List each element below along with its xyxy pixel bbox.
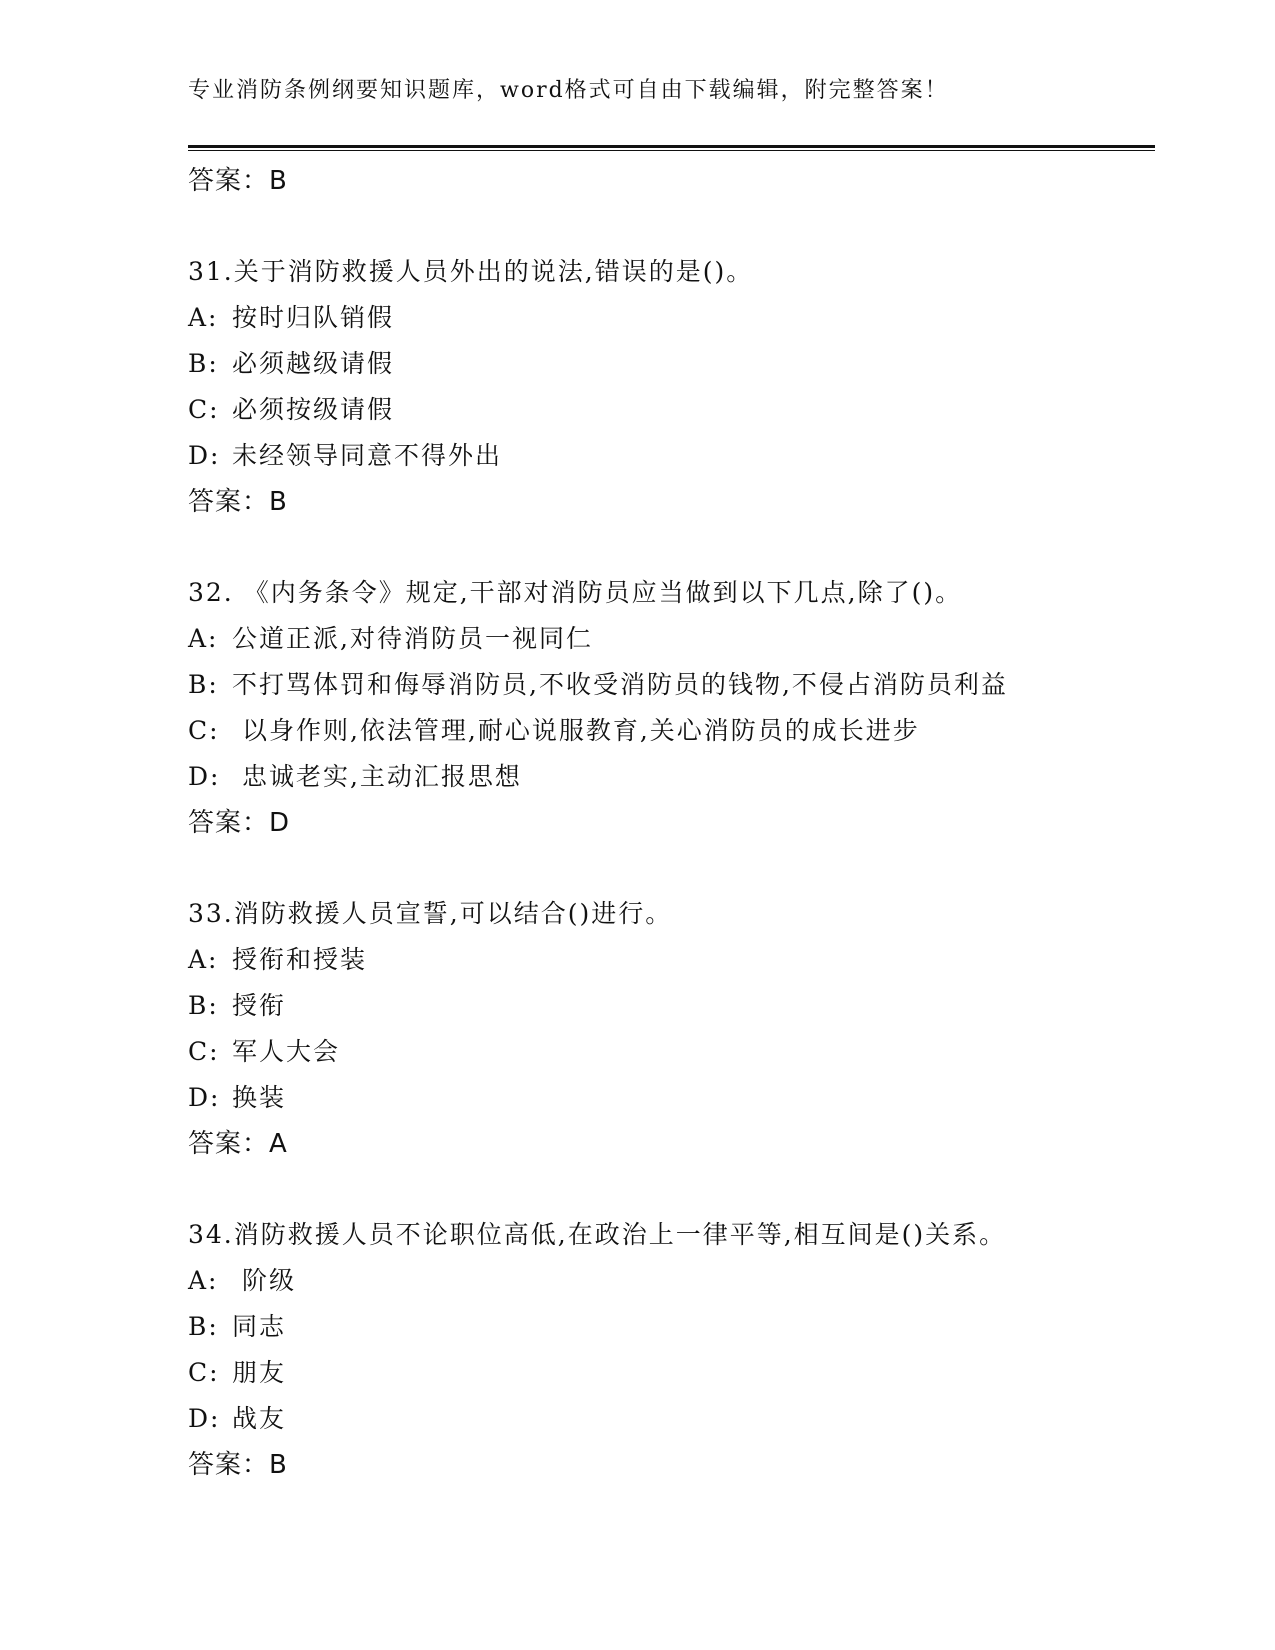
option-text: 授衔 (232, 991, 287, 1020)
option-a (188, 616, 1155, 662)
option-c (188, 387, 1155, 433)
option-text: 按时归队销假 (232, 303, 395, 332)
option-text: 未经领导同意不得外出 (232, 441, 503, 470)
option-letter: A: (188, 1266, 219, 1295)
option-text: 朋友 (232, 1358, 287, 1387)
question-stem: 34.消防救援人员不论职位高低,在政治上一律平等,相互间是()关系。 (188, 1220, 1007, 1249)
option-letter: B: (188, 670, 219, 699)
option-c (188, 708, 1155, 754)
option-text: 必须按级请假 (232, 395, 395, 424)
option-text: 以身作则,依法管理,耐心说服教育,关心消防员的成长进步 (232, 716, 920, 745)
option-a (188, 1258, 1155, 1304)
page-header: 专业消防条例纲要知识题库，word格式可自由下载编辑，附完整答案！ (188, 78, 949, 103)
question-block (188, 570, 1155, 846)
option-letter: C: (188, 1358, 220, 1387)
option-letter: D: (188, 1404, 221, 1433)
option-c (188, 1029, 1155, 1075)
question-list (188, 158, 1155, 1533)
option-letter: C: (188, 395, 220, 424)
option-letter: D: (188, 1083, 221, 1112)
header-rule-thin (188, 150, 1155, 151)
header-rule-thick (188, 145, 1155, 148)
option-letter: A: (188, 624, 219, 653)
option-text: 阶级 (232, 1266, 296, 1295)
option-b (188, 341, 1155, 387)
option-text: 必须越级请假 (232, 349, 395, 378)
option-d (188, 754, 1155, 800)
option-letter: C: (188, 1037, 220, 1066)
option-b (188, 662, 1155, 708)
option-b (188, 1304, 1155, 1350)
option-c (188, 1350, 1155, 1396)
answer-line: 答案：A (188, 1129, 288, 1159)
question-block (188, 249, 1155, 525)
option-a (188, 937, 1155, 983)
option-text: 公道正派,对待消防员一视同仁 (232, 624, 593, 653)
option-letter: A: (188, 303, 219, 332)
question-stem: 33.消防救援人员宣誓,可以结合()进行。 (188, 899, 673, 928)
option-letter: A: (188, 945, 219, 974)
option-text: 军人大会 (232, 1037, 341, 1066)
option-d (188, 1396, 1155, 1442)
option-letter: C: (188, 716, 220, 745)
option-d (188, 1075, 1155, 1121)
answer-line: 答案：D (188, 808, 291, 838)
answer-line: 答案：B (188, 1450, 288, 1480)
option-text: 不打骂体罚和侮辱消防员,不收受消防员的钱物,不侵占消防员利益 (232, 670, 1008, 699)
option-letter: B: (188, 349, 219, 378)
question-block (188, 1212, 1155, 1488)
question-block (188, 891, 1155, 1167)
question-stem: 32. 《内务条令》规定,干部对消防员应当做到以下几点,除了()。 (188, 578, 963, 607)
option-text: 授衔和授装 (232, 945, 368, 974)
option-b (188, 983, 1155, 1029)
answer-line: 答案：B (188, 487, 288, 517)
option-text: 战友 (232, 1404, 287, 1433)
question-stem: 31.关于消防救援人员外出的说法,错误的是()。 (188, 257, 754, 286)
option-letter: B: (188, 1312, 219, 1341)
option-text: 同志 (232, 1312, 287, 1341)
option-letter: D: (188, 762, 221, 791)
option-a (188, 295, 1155, 341)
option-letter: B: (188, 991, 219, 1020)
answer-line: 答案：B (188, 166, 288, 196)
option-text: 忠诚老实,主动汇报思想 (232, 762, 522, 791)
option-letter: D: (188, 441, 221, 470)
option-text: 换装 (232, 1083, 287, 1112)
option-d (188, 433, 1155, 479)
